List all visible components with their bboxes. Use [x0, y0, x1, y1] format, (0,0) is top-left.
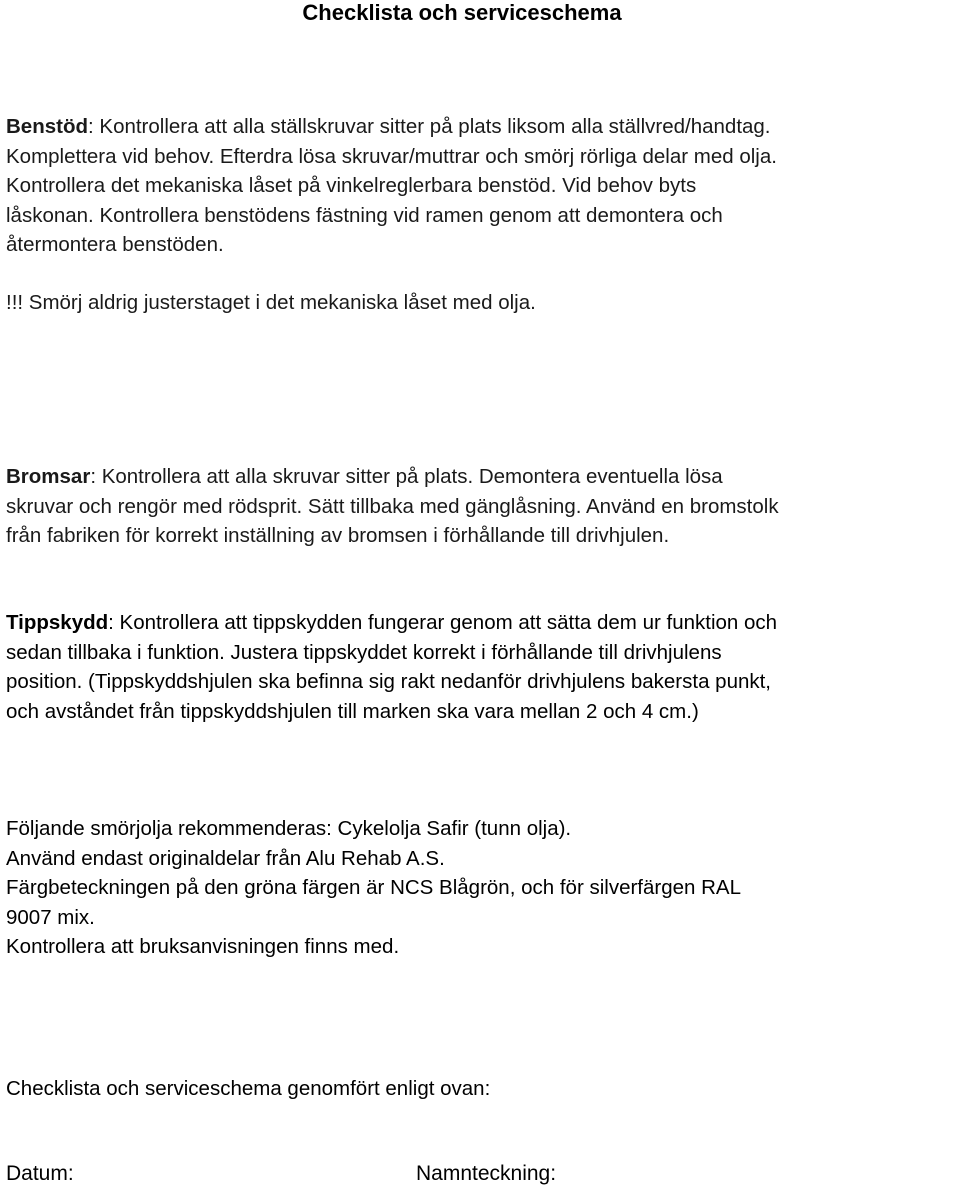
- section-bromsar-line-1: : Kontrollera att alla skruvar sitter på plats. Demontera eventuella lösa: [90, 465, 723, 488]
- section-bromsar: [6, 462, 956, 551]
- section-notes: [6, 814, 956, 962]
- section-benstod-line-4: låskonan. Kontrollera benstödens fästning vid ramen genom att demontera och: [6, 203, 723, 227]
- section-tippskydd-heading: Tippskydd: [6, 611, 109, 634]
- section-benstod-line-1: : Kontrollera att alla ställskruvar sitter på plats liksom alla ställvred/handtag.: [88, 115, 771, 138]
- note-line-2: Använd endast originaldelar från Alu Rehab A.S.: [6, 846, 445, 870]
- section-tippskydd-line-3: position. (Tippskyddshjulen ska befinna sig rakt nedanför drivhjulens bakersta punkt,: [6, 670, 772, 693]
- section-tippskydd-line-2: sedan tillbaka i funktion. Justera tippskyddet korrekt i förhållande till drivhjulens: [6, 640, 722, 664]
- section-tippskydd-line-4: och avståndet från tippskyddshjulen till marken ska vara mellan 2 och 4 cm.): [6, 699, 699, 723]
- section-benstod-heading: Benstöd: [6, 115, 88, 138]
- note-line-4: 9007 mix.: [6, 905, 95, 929]
- date-label: Datum:: [6, 1162, 74, 1185]
- section-tippskydd: [6, 608, 956, 726]
- note-line-1: Följande smörjolja rekommenderas: Cykelolja Safir (tunn olja).: [6, 817, 572, 840]
- section-benstod-line-3: Kontrollera det mekaniska låset på vinkelreglerbara benstöd. Vid behov byts: [6, 174, 697, 197]
- section-bromsar-heading: Bromsar: [6, 465, 91, 488]
- section-benstod-line-2: Komplettera vid behov. Efterdra lösa skruvar/muttrar och smörj rörliga delar med olja.: [6, 144, 777, 168]
- section-benstod: [6, 112, 956, 260]
- completion-statement: Checklista och serviceschema genomfört enligt ovan:: [6, 1077, 491, 1100]
- section-benstod-warning: !!! Smörj aldrig justerstaget i det mekaniska låset med olja.: [6, 291, 536, 314]
- note-line-5: Kontrollera att bruksanvisningen finns med.: [6, 935, 400, 958]
- note-line-3: Färgbeteckningen på den gröna färgen är NCS Blågrön, och för silverfärgen RAL: [6, 876, 742, 899]
- section-bromsar-line-2: skruvar och rengör med rödsprit. Sätt tillbaka med gänglåsning. Använd en bromstolk: [6, 494, 779, 518]
- section-tippskydd-line-1: : Kontrollera att tippskydden fungerar genom att sätta dem ur funktion och: [108, 611, 778, 634]
- page-title: Checklista och serviceschema: [302, 0, 622, 25]
- signature-label: Namnteckning:: [416, 1162, 557, 1185]
- section-benstod-line-5: återmontera benstöden.: [6, 233, 224, 256]
- section-bromsar-line-3: från fabriken för korrekt inställning av bromsen i förhållande till drivhjulen.: [6, 524, 670, 547]
